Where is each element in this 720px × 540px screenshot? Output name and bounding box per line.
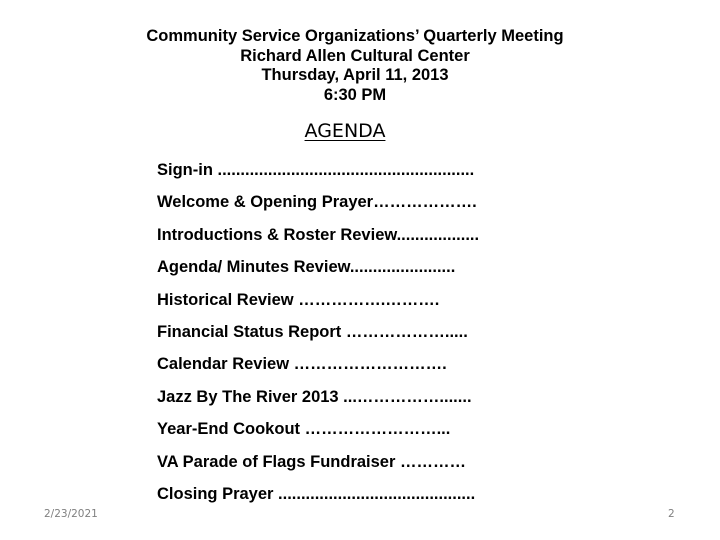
agenda-item: Historical Review …………….……….: [157, 290, 440, 309]
agenda-item: Year-End Cookout ……………………...: [157, 420, 451, 439]
meeting-header: [0, 27, 710, 105]
agenda-item: Calendar Review ……………………….: [157, 355, 447, 374]
meeting-venue: Richard Allen Cultural Center: [240, 46, 470, 65]
agenda-item: Sign-in ........................................................: [157, 161, 475, 179]
footer-date: 2/23/2021: [44, 508, 98, 520]
meeting-date: Thursday, April 11, 2013: [261, 66, 449, 84]
agenda-item: VA Parade of Flags Fundraiser …………: [157, 452, 466, 471]
agenda-item: Financial Status Report ……………….....: [157, 322, 468, 341]
meeting-title: Community Service Organizations’ Quarterly Meeting: [146, 27, 564, 45]
agenda-item: Agenda/ Minutes Review.......................: [157, 258, 456, 277]
agenda-item: Welcome & Opening Prayer……………….: [157, 193, 477, 212]
page-number: 2: [668, 508, 675, 520]
agenda-list: [157, 160, 479, 516]
agenda-item: Introductions & Roster Review..................: [157, 225, 480, 244]
agenda-heading: AGENDA: [304, 120, 386, 142]
agenda-item: Closing Prayer ...........................................: [157, 484, 476, 503]
meeting-time: 6:30 PM: [323, 85, 387, 104]
agenda-item: Jazz By The River 2013 ...…………….......: [157, 387, 472, 406]
